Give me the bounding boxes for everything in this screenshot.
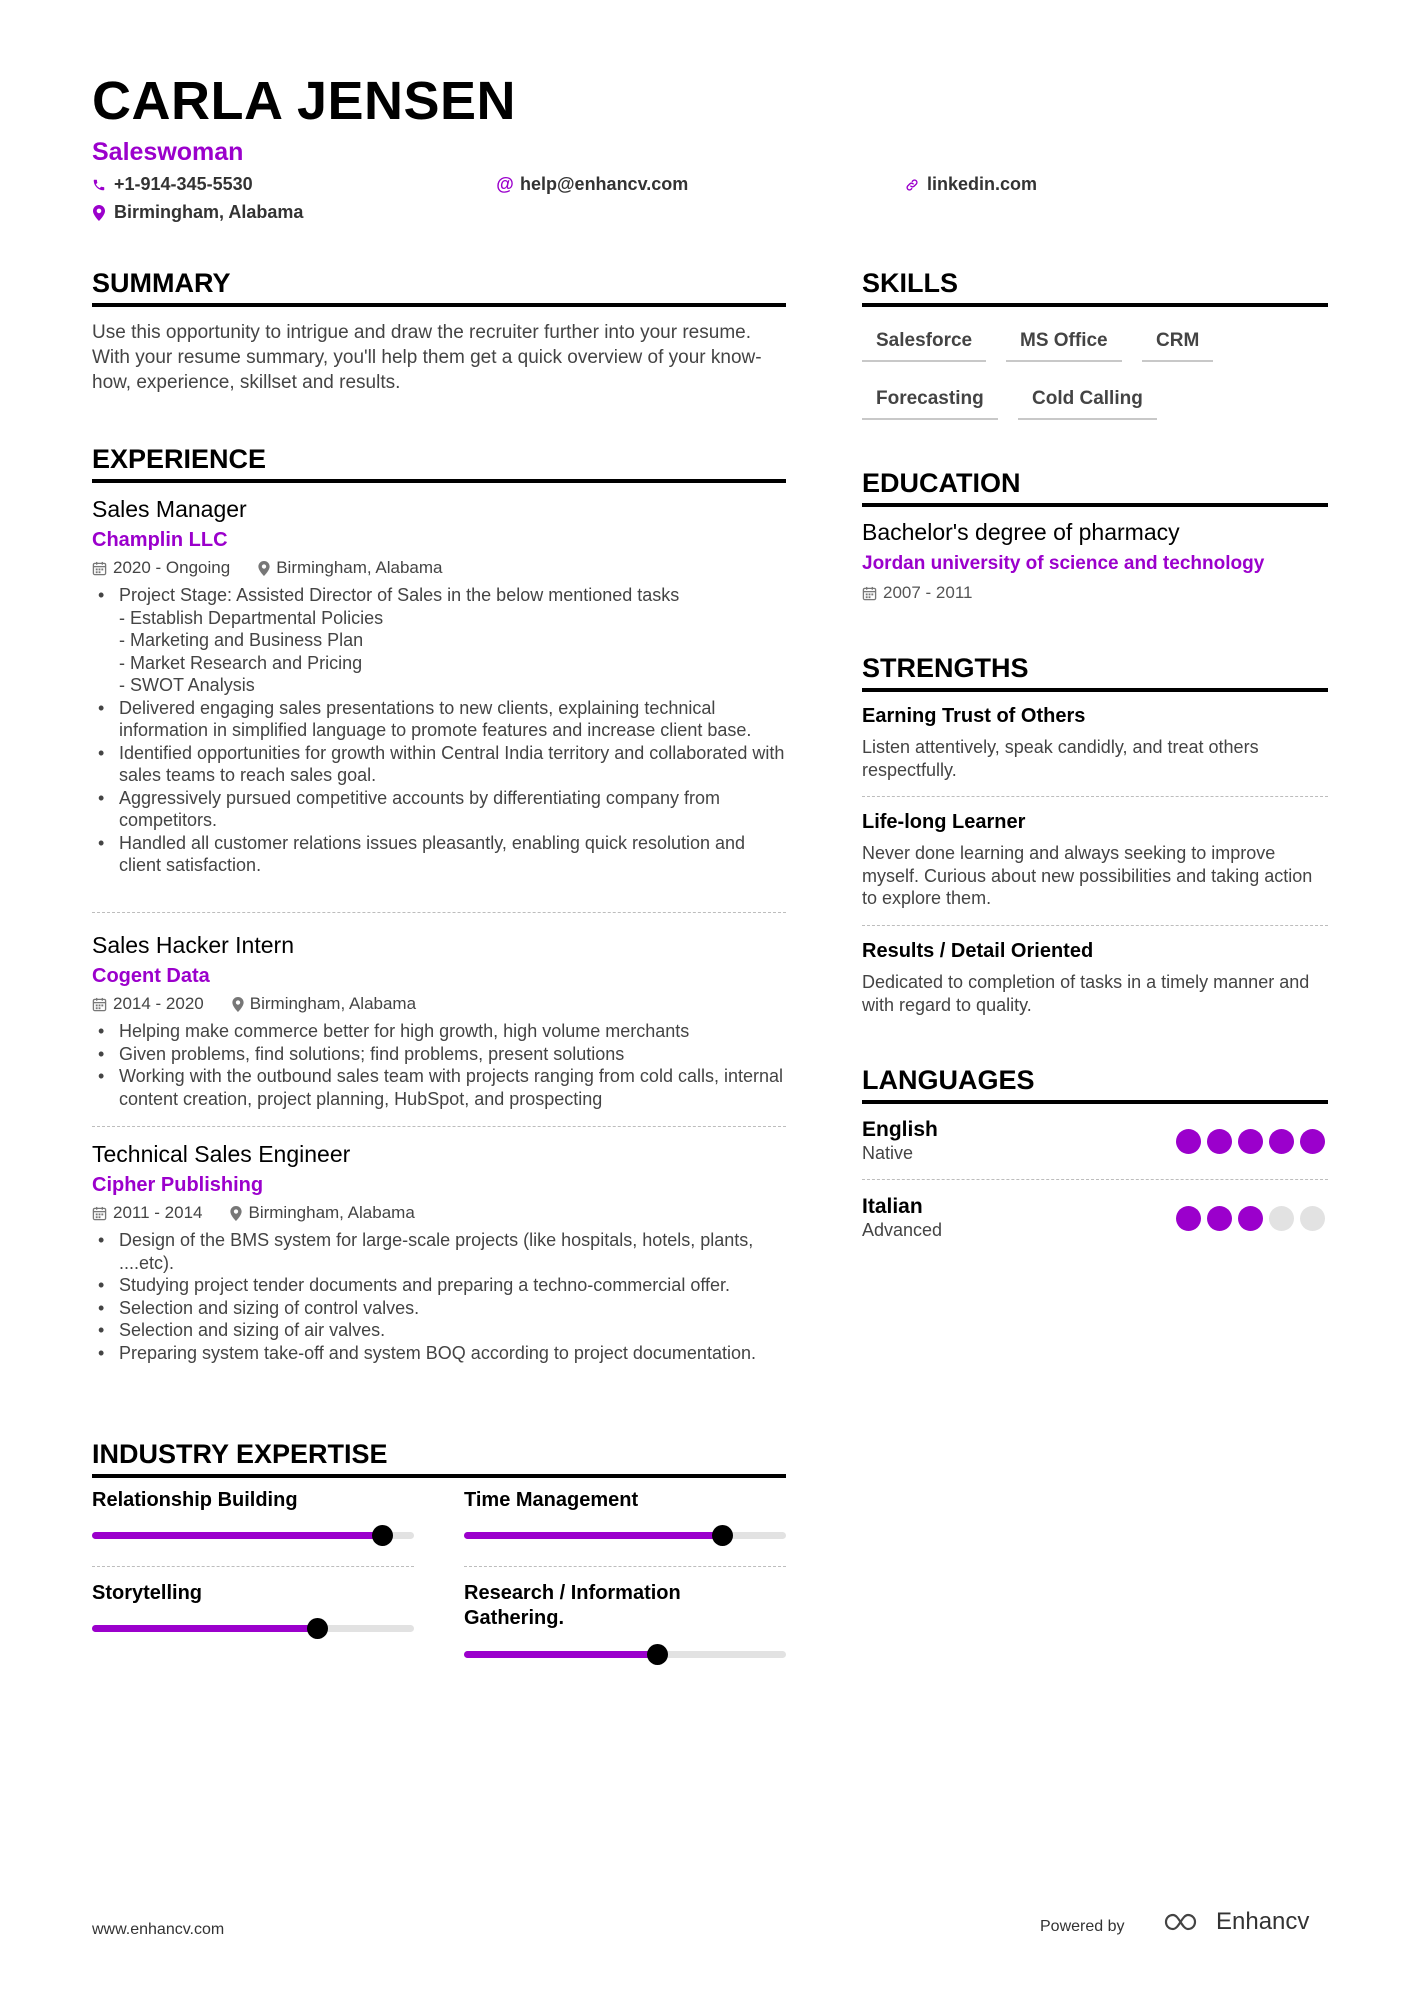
experience-entry (92, 496, 786, 877)
skills-heading: SKILLS (862, 268, 1328, 307)
skill-tag: Cold Calling (1018, 388, 1157, 420)
job-bullets (92, 1020, 786, 1110)
bullet-item: • Selection and sizing of air valves. (92, 1319, 786, 1342)
language-name: Italian (862, 1195, 923, 1218)
language-level: Native (862, 1143, 914, 1163)
rating-dot (1207, 1129, 1232, 1154)
calendar-icon (862, 586, 877, 601)
bullet-item: • Project Stage: Assisted Director of Sales in the below mentioned tasks (92, 584, 786, 607)
bullet-item: • Design of the BMS system for large-scale projects (like hospitals, hotels, plants, ....etc). (92, 1229, 786, 1274)
bullet-item: • Handled all customer relations issues pleasantly, enabling quick resolution and client satisfaction. (92, 832, 786, 877)
strength-title: Earning Trust of Others (862, 705, 1086, 727)
skill-tag: CRM (1142, 330, 1213, 362)
job-location: Birmingham, Alabama (276, 558, 443, 577)
job-location: Birmingham, Alabama (249, 994, 417, 1013)
contact-phone (92, 174, 253, 195)
location-pin-icon (230, 1206, 242, 1221)
at-icon: @ (496, 174, 514, 194)
expertise-bar-fill (464, 1651, 657, 1658)
divider (92, 912, 786, 913)
rating-dot (1207, 1206, 1232, 1231)
bullet-item: - Market Research and Pricing (119, 652, 363, 673)
job-dates: 2011 - 2014 (113, 1203, 203, 1222)
education-heading: EDUCATION (862, 468, 1328, 507)
skill-tag: Salesforce (862, 330, 986, 362)
summary-heading: SUMMARY (92, 268, 786, 307)
strength-desc: Dedicated to completion of tasks in a timely manner and with regard to quality. (862, 972, 1310, 1015)
company-name: Champlin LLC (92, 529, 228, 551)
expertise-bar-knob (712, 1525, 733, 1546)
divider (464, 1566, 786, 1567)
experience-entry (92, 932, 786, 1110)
expertise-bar (92, 1532, 414, 1539)
contact-linkedin (905, 174, 1037, 195)
bullet-item: • Studying project tender documents and preparing a techno-commercial offer. (92, 1274, 786, 1297)
job-bullets (92, 1229, 786, 1364)
language-rating (1176, 1206, 1325, 1231)
expertise-name: Relationship Building (92, 1489, 298, 1511)
bullet-item: • Selection and sizing of control valves. (92, 1297, 786, 1320)
job-location: Birmingham, Alabama (248, 1203, 415, 1222)
bullet-item: • Helping make commerce better for high growth, high volume merchants (92, 1020, 786, 1043)
bullet-item: • Aggressively pursued competitive accounts by differentiating company from competitors. (92, 787, 786, 832)
strengths-heading: STRENGTHS (862, 653, 1328, 692)
job-bullets (92, 584, 786, 877)
expertise-name: Storytelling (92, 1582, 203, 1604)
expertise-bar-knob (372, 1525, 393, 1546)
education-school: Jordan university of science and technology (862, 553, 1265, 574)
rating-dot (1300, 1129, 1325, 1154)
strength-title: Life-long Learner (862, 811, 1026, 833)
calendar-icon (92, 561, 107, 576)
divider (862, 925, 1328, 926)
job-meta (92, 994, 786, 1014)
strength-desc: Listen attentively, speak candidly, and treat others respectfully. (862, 737, 1259, 780)
phone-text[interactable]: +1-914-345-5530 (114, 174, 253, 194)
calendar-icon (92, 1206, 107, 1221)
contact-email (498, 174, 688, 195)
expertise-bar-fill (92, 1625, 317, 1632)
bullet-item: - Establish Departmental Policies (119, 607, 384, 628)
strength-item (862, 705, 1328, 781)
powered-by-label: Powered by (1040, 1918, 1125, 1935)
bullet-item: • Identified opportunities for growth within Central India territory and collaborated with sales teams to reach sales goal. (92, 742, 786, 787)
experience-entry (92, 1141, 786, 1364)
rating-dot (1176, 1129, 1201, 1154)
skill-tag: Forecasting (862, 388, 998, 420)
candidate-name: CARLA JENSEN (92, 71, 517, 131)
brand-name: Enhancv (1216, 1908, 1310, 1935)
education-dates-row (862, 583, 972, 603)
location-pin-icon (258, 561, 270, 576)
bullet-item: - Marketing and Business Plan (119, 630, 364, 650)
link-icon (905, 177, 919, 193)
bullet-item: • Preparing system take-off and system BOQ according to project documentation. (92, 1342, 786, 1365)
divider (862, 796, 1328, 797)
education-dates: 2007 - 2011 (883, 583, 973, 602)
expertise-name: Time Management (464, 1489, 639, 1511)
divider (92, 1566, 414, 1567)
location-pin-icon (232, 997, 244, 1012)
bullet-item: • Given problems, find solutions; find problems, present solutions (92, 1043, 786, 1066)
expertise-bar-fill (464, 1532, 722, 1539)
job-title: Sales Hacker Intern (92, 932, 294, 958)
divider (862, 1179, 1328, 1180)
rating-dot (1269, 1206, 1294, 1231)
expertise-bar-knob (647, 1644, 668, 1665)
industry-heading: INDUSTRY EXPERTISE (92, 1439, 786, 1478)
expertise-name: Research / Information Gathering. (464, 1582, 681, 1629)
location-pin-icon (92, 205, 106, 221)
strength-item (862, 940, 1328, 1016)
rating-dot (1269, 1129, 1294, 1154)
rating-dot (1176, 1206, 1201, 1231)
bullet-item: • Delivered engaging sales presentations to new clients, explaining technical information in simplified language to promote features and increase client base. (92, 697, 786, 742)
strength-title: Results / Detail Oriented (862, 940, 1094, 962)
summary-text: Use this opportunity to intrigue and draw the recruiter further into your resume. With your resume summary, you'll help them get a quick overview of your know-how, experience, skillset and results. (92, 322, 762, 393)
brand-logo[interactable] (1162, 1908, 1309, 1936)
strength-desc: Never done learning and always seeking to improve myself. Curious about new possibilities and taking action to explore them. (862, 843, 1313, 908)
divider (92, 1126, 786, 1127)
education-degree: Bachelor's degree of pharmacy (862, 519, 1180, 545)
company-name: Cipher Publishing (92, 1174, 264, 1196)
rating-dot (1238, 1206, 1263, 1231)
languages-heading: LANGUAGES (862, 1065, 1328, 1104)
candidate-title: Saleswoman (92, 138, 244, 166)
expertise-bar-fill (92, 1532, 382, 1539)
bullet-item: • Working with the outbound sales team with projects ranging from cold calls, internal content creation, project planning, HubSpot, and prospecting (92, 1065, 786, 1110)
calendar-icon (92, 997, 107, 1012)
expertise-bar (464, 1532, 786, 1539)
job-meta (92, 1203, 786, 1223)
bullet-item: - SWOT Analysis (119, 675, 255, 695)
linkedin-link[interactable]: linkedin.com (927, 174, 1038, 194)
expertise-bar (464, 1651, 786, 1658)
job-title: Sales Manager (92, 496, 247, 522)
skill-tag: MS Office (1006, 330, 1122, 362)
language-rating (1176, 1129, 1325, 1154)
rating-dot (1238, 1129, 1263, 1154)
job-dates: 2020 - Ongoing (113, 558, 231, 577)
language-level: Advanced (862, 1220, 943, 1240)
job-title: Technical Sales Engineer (92, 1141, 351, 1167)
job-dates: 2014 - 2020 (113, 994, 204, 1013)
footer-url[interactable]: www.enhancv.com (92, 1921, 225, 1938)
enhancv-logo-icon (1162, 1910, 1208, 1934)
phone-icon (92, 178, 106, 192)
job-meta (92, 558, 786, 578)
email-link[interactable]: help@enhancv.com (520, 174, 689, 194)
location-text: Birmingham, Alabama (114, 202, 304, 222)
language-name: English (862, 1118, 938, 1141)
company-name: Cogent Data (92, 965, 210, 987)
expertise-bar-knob (307, 1618, 328, 1639)
strength-item (862, 811, 1328, 910)
rating-dot (1300, 1206, 1325, 1231)
experience-heading: EXPERIENCE (92, 444, 786, 483)
contact-location (92, 202, 303, 223)
expertise-bar (92, 1625, 414, 1632)
